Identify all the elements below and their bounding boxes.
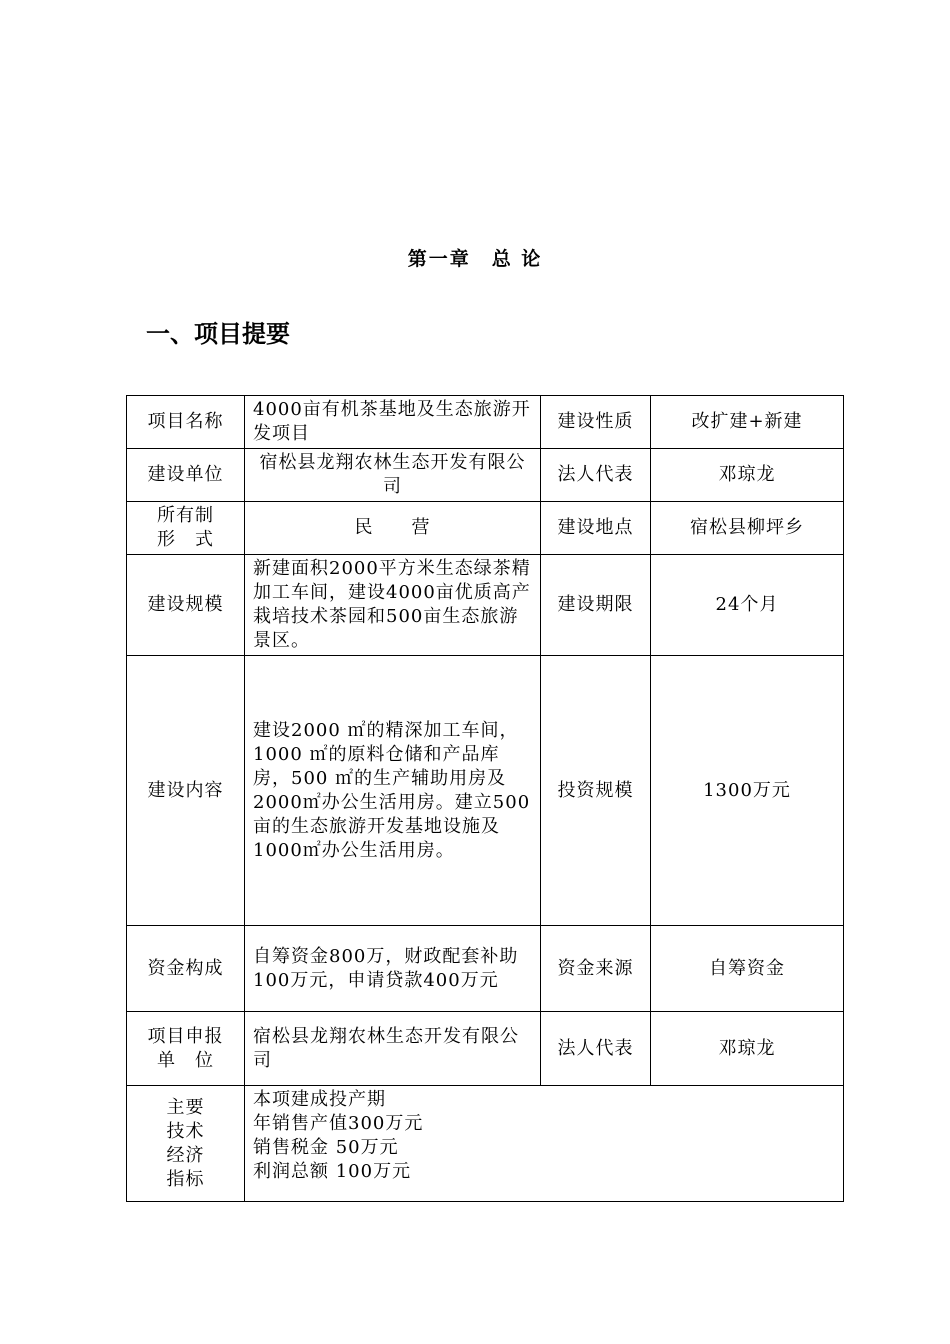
table-label-line: 单 位 — [157, 1049, 214, 1071]
table-value-cell: 宿松县柳坪乡 — [651, 502, 844, 555]
table-label-cell: 建设内容 — [127, 656, 245, 926]
table-value-cell: 建设2000 ㎡的精深加工车间，1000 ㎡的原料仓储和产品库房，500 ㎡的生产辅助用房及2000㎡办公生活用房。建立500亩的生态旅游开发基地设施及1000㎡办公生活用房。 — [245, 656, 541, 926]
table-value-cell: 宿松县龙翔农林生态开发有限公司 — [245, 449, 541, 502]
table-label-cell — [127, 1012, 245, 1086]
table-label-line: 所有制 — [157, 505, 214, 526]
table-label-cell: 建设性质 — [541, 396, 651, 449]
indicator-line: 销售税金 50万元 — [253, 1137, 399, 1158]
chapter-title: 第一章 总 论 — [407, 248, 543, 270]
table-row — [127, 502, 844, 555]
table-label-line: 经济 — [166, 1144, 205, 1166]
table-label-cell — [127, 502, 245, 555]
table-row — [127, 449, 844, 502]
table-row — [127, 656, 844, 926]
table-label-cell: 法人代表 — [541, 1012, 651, 1086]
table-value-cell: 自筹资金800万，财政配套补助100万元，申请贷款400万元 — [245, 926, 541, 1012]
table-label-cell: 建设单位 — [127, 449, 245, 502]
table-label-cell: 投资规模 — [541, 656, 651, 926]
table-label-line: 项目申报 — [147, 1025, 224, 1047]
table-value-cell: 邓琼龙 — [651, 1012, 844, 1086]
table-label-line: 技术 — [166, 1120, 205, 1142]
table-label-cell: 项目名称 — [127, 396, 245, 449]
table-value-cell — [245, 1086, 844, 1202]
table-row — [127, 1012, 844, 1086]
table-row — [127, 1086, 844, 1202]
table-value-cell: 改扩建+新建 — [651, 396, 844, 449]
table-value-cell: 4000亩有机茶基地及生态旅游开发项目 — [245, 396, 541, 449]
table-label-cell: 建设地点 — [541, 502, 651, 555]
section-title: 一、项目提要 — [146, 320, 290, 348]
table-value-cell: 民 营 — [245, 502, 541, 555]
project-summary-table — [126, 395, 844, 1202]
table-label-line: 主要 — [166, 1096, 205, 1118]
table-label-cell: 法人代表 — [541, 449, 651, 502]
table-label-cell: 建设期限 — [541, 555, 651, 656]
table-row — [127, 555, 844, 656]
table-value-cell: 宿松县龙翔农林生态开发有限公司 — [245, 1012, 541, 1086]
table-label-cell — [127, 1086, 245, 1202]
table-value-cell: 自筹资金 — [651, 926, 844, 1012]
table-label-cell: 资金构成 — [127, 926, 245, 1012]
table-value-cell: 1300万元 — [651, 656, 844, 926]
table-label-line: 形 式 — [157, 529, 214, 550]
table-label-cell: 资金来源 — [541, 926, 651, 1012]
indicator-line: 利润总额 100万元 — [253, 1161, 412, 1182]
table-label-line: 指标 — [166, 1168, 205, 1190]
table-value-cell: 24个月 — [651, 555, 844, 656]
indicator-line: 年销售产值300万元 — [253, 1113, 424, 1134]
indicator-line: 本项建成投产期 — [253, 1089, 386, 1110]
table-value-cell: 邓琼龙 — [651, 449, 844, 502]
table-row — [127, 926, 844, 1012]
table-label-cell: 建设规模 — [127, 555, 245, 656]
table-row — [127, 396, 844, 449]
table-value-cell: 新建面积2000平方米生态绿茶精加工车间，建设4000亩优质高产栽培技术茶园和500亩生态旅游景区。 — [245, 555, 541, 656]
